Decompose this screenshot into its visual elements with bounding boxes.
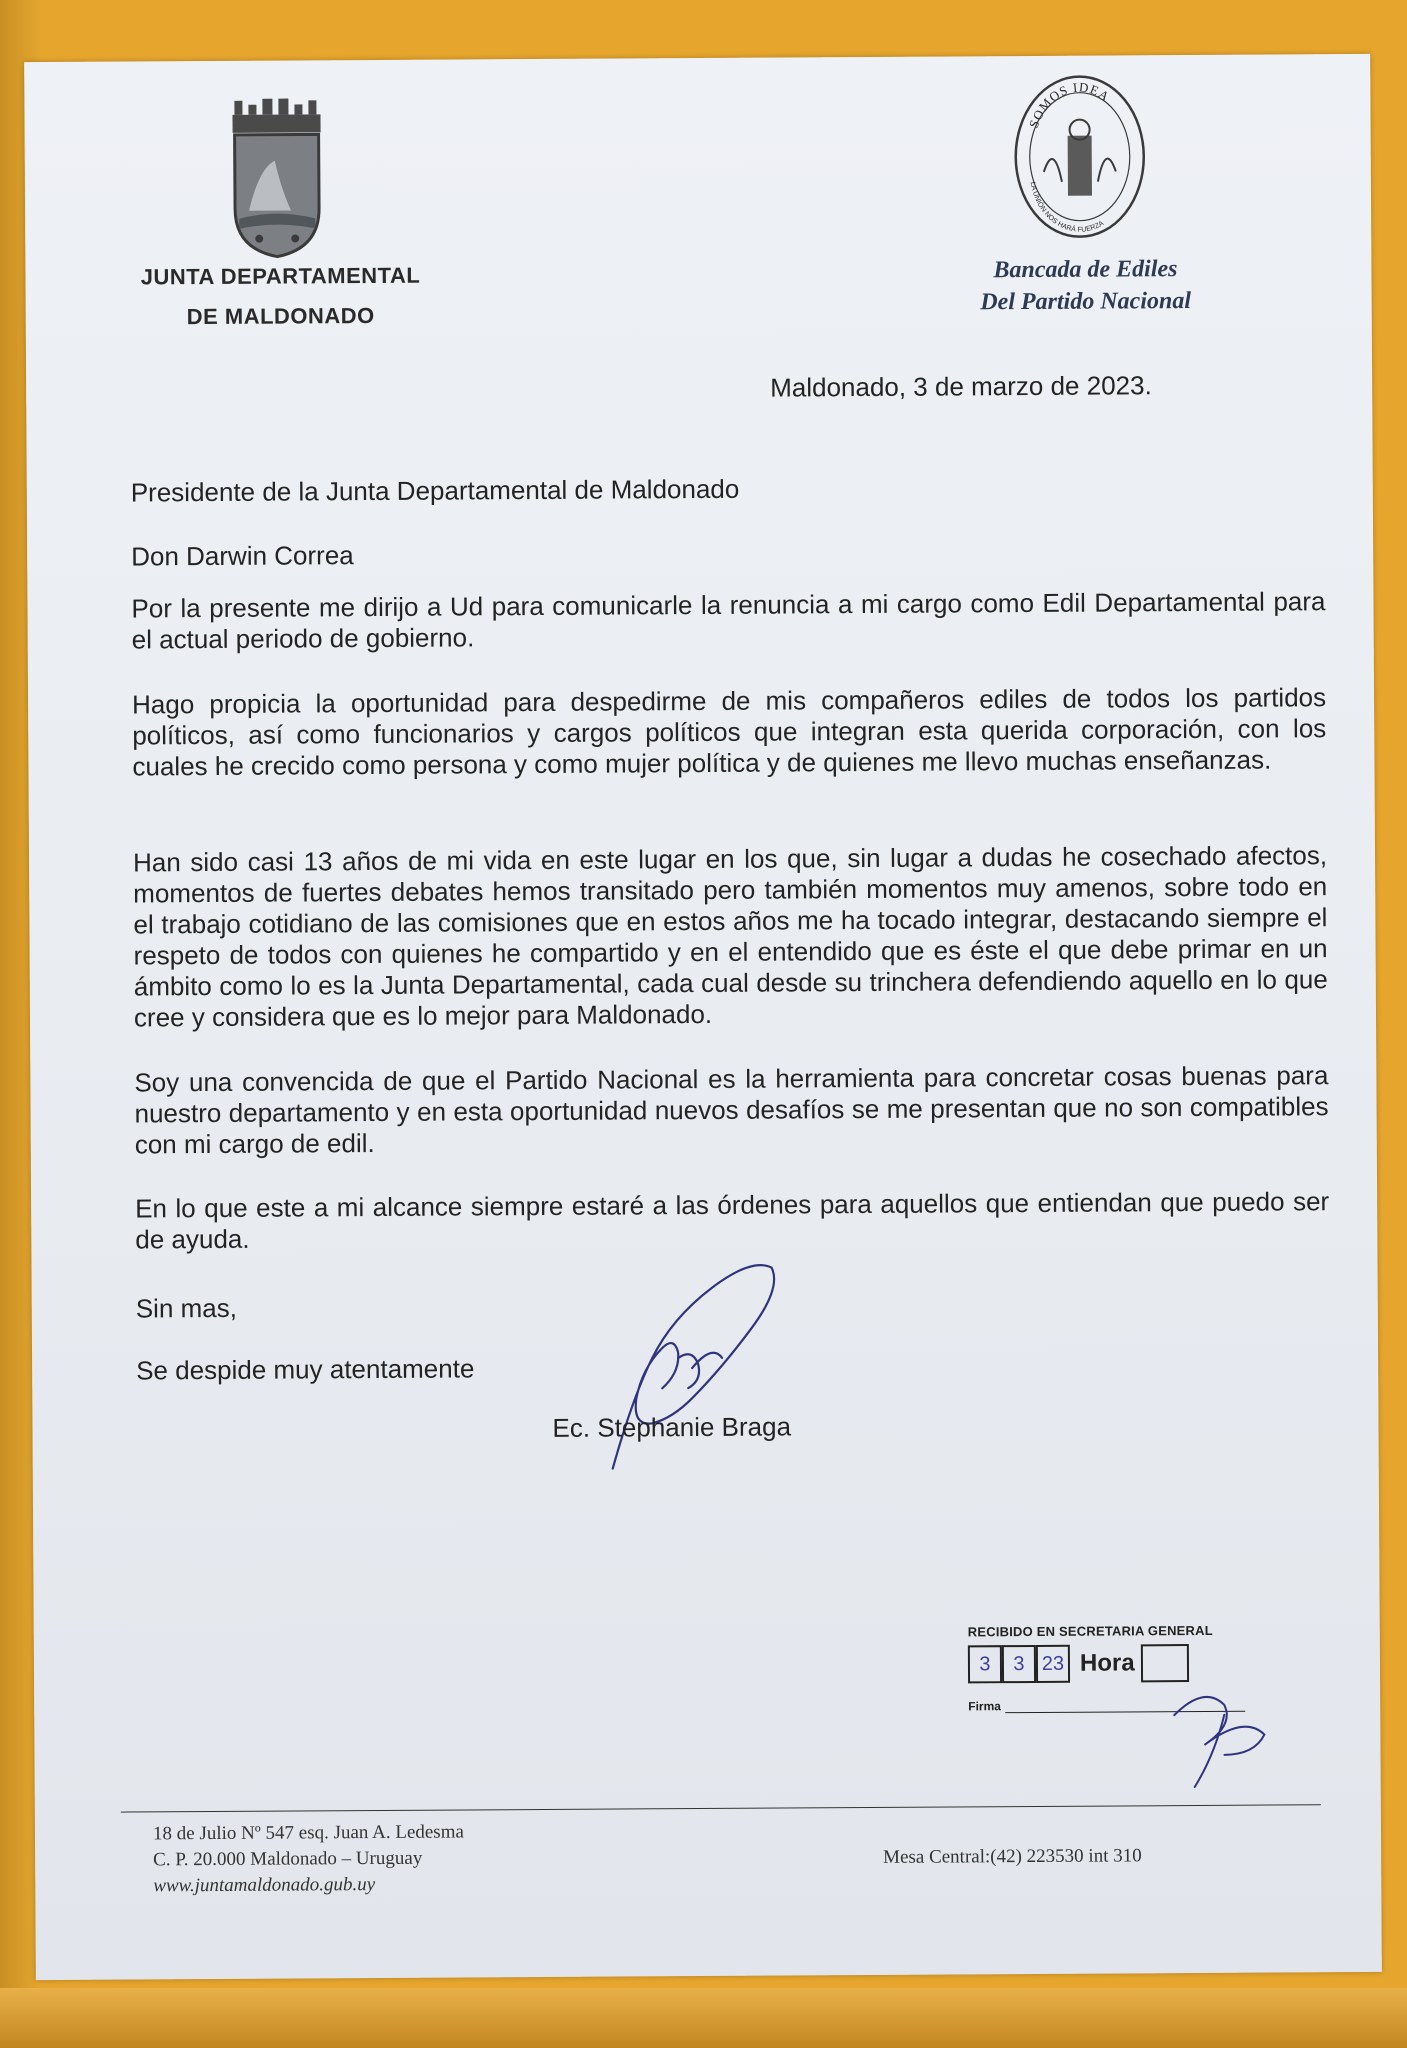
bancada-line2: Del Partido Nacional: [980, 288, 1192, 316]
recipient-title: Presidente de la Junta Departamental de Maldonado: [130, 473, 740, 508]
stamp-year: 23: [1036, 1645, 1070, 1683]
org-name-line2: DE MALDONADO: [186, 302, 375, 330]
recipient-name: Don Darwin Correa: [131, 540, 354, 572]
footer-address-line2: C. P. 20.000 Maldonado – Uruguay: [153, 1847, 423, 1871]
org-name-line1: JUNTA DEPARTAMENTAL: [140, 262, 421, 290]
svg-text:LA UNIÓN NOS HARÁ FUERZA: [1029, 181, 1106, 234]
closing-line2: Se despide muy atentamente: [136, 1353, 475, 1386]
paragraph-1: Por la presente me dirijo a Ud para comunicarle la renuncia a mi cargo como Edil Departamental para el actual periodo de gobierno.: [131, 586, 1326, 655]
svg-text:SOMOS IDEA: [1025, 79, 1113, 130]
envelope-edge-bottom: [0, 1988, 1407, 2048]
coat-of-arms-logo: [228, 98, 325, 259]
paragraph-3: Han sido casi 13 años de mi vida en este lugar en los que, sin lugar a dudas he cosechado afectos, momentos de fuertes debates hemos transitado pero también momentos muy amenos, sobre todo en el trabajo cotidiano de las comisiones que en estos años me ha tocado integrar, destacando siempre el respeto de todos con quienes he compartido y en el entendido que es éste el que debe primar en un ámbito como lo es la Junta Departamental, cada cual desde su trinchera defendiendo aquello en lo que cree y considera que es lo mejor para Maldonado.: [132, 840, 1328, 1033]
stamp-hora-label: Hora: [1079, 1649, 1135, 1677]
paragraph-5: En lo que este a mi alcance siempre estaré a las órdenes para aquellos que entiendan que puedo ser de ayuda.: [135, 1186, 1330, 1255]
footer-phone: Mesa Central:(42) 223530 int 310: [883, 1845, 1142, 1868]
paragraph-2: Hago propicia la oportunidad para despedirme de mis compañeros ediles de todos los partidos políticos, así como funcionarios y cargos políticos que integran esta querida corporación, con los cuales he crecido como persona y como mujer política y de quienes me llevo muchas enseñanzas.: [131, 682, 1327, 782]
stamp-firma-label: Firma: [968, 1699, 1001, 1714]
signer-name: Ec. Stephanie Braga: [552, 1411, 792, 1443]
seal-top-text: SOMOS IDEA: [1025, 79, 1113, 130]
footer-address-line1: 18 de Julio Nº 547 esq. Juan A. Ledesma: [152, 1821, 464, 1845]
seal-bottom-text: LA UNIÓN NOS HARÁ FUERZA: [1028, 181, 1106, 234]
paragraph-4: Soy una convencida de que el Partido Nacional es la herramienta para concretar cosas buenas para nuestro departamento y en esta oportunidad nuevos desafíos se me presentan que no son compatibles con mi cargo de edil.: [134, 1060, 1329, 1160]
partido-nacional-seal: [1009, 71, 1150, 242]
footer-divider: [121, 1804, 1321, 1812]
footer-website: www.juntamaldonado.gub.uy: [153, 1874, 376, 1897]
handwritten-signature: [591, 1247, 812, 1478]
stamp-title: RECIBIDO EN SECRETARIA GENERAL: [967, 1622, 1213, 1640]
bancada-line1: Bancada de Ediles: [993, 256, 1178, 284]
stamp-month: 3: [1002, 1645, 1036, 1683]
closing-line1: Sin mas,: [135, 1292, 238, 1324]
stamp-day: 3: [968, 1645, 1002, 1683]
letter-sheet: [24, 54, 1382, 1980]
letter-date: Maldonado, 3 de marzo de 2023.: [770, 370, 1152, 403]
stamp-signature: [1164, 1674, 1285, 1795]
